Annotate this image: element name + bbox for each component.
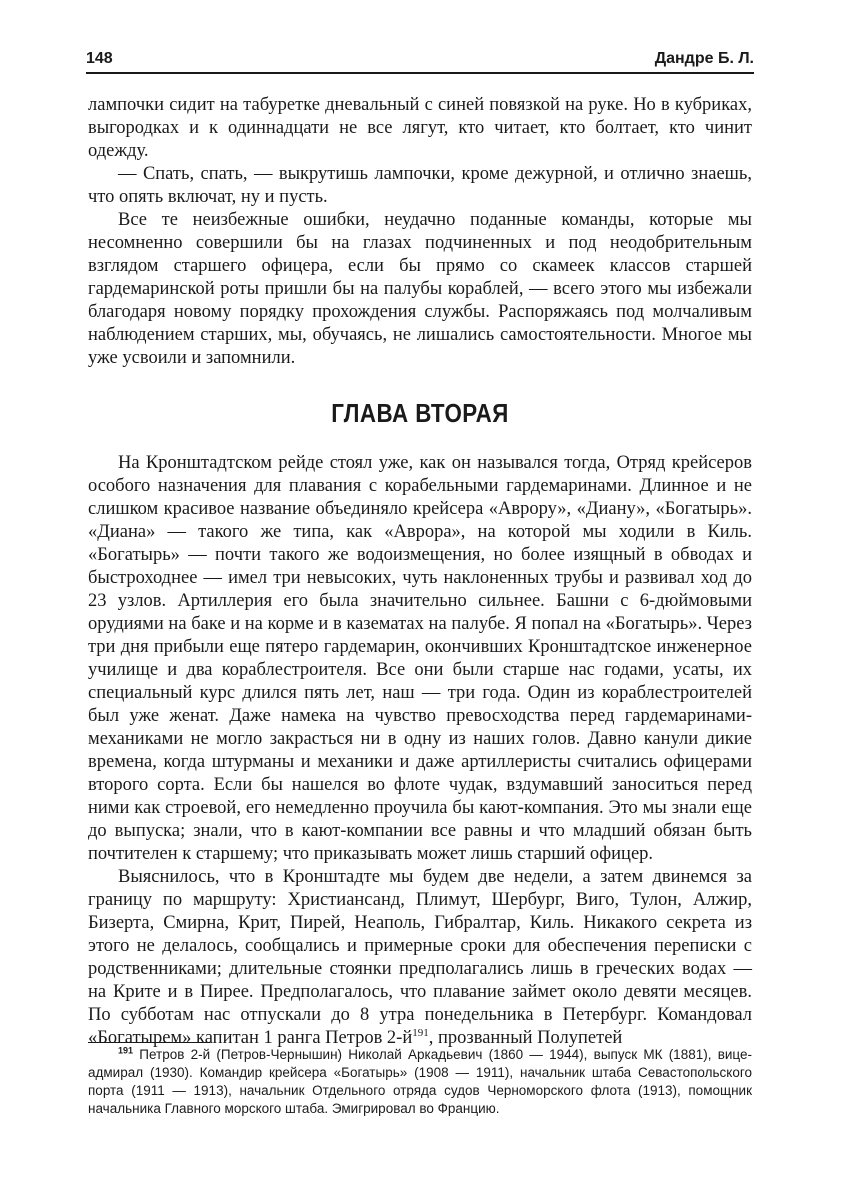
paragraph: Все те неизбежные ошибки, неудачно поданные команды, которые мы несомненно совершили бы на глазах подчиненных и под неодобрительным взглядом старшего офицера, если бы прямо со скамеек классов старшей гардемаринской роты пришли бы на палубы кораблей, — всего этого мы избежали благодаря новому порядку прохождения службы. Распоряжаясь под молчаливым наблюдением старших, мы, обучаясь, не лишались самостоятельности. Многое мы уже усвоили и запомнили. xyxy=(88,210,752,368)
paragraph-tail: , прозванный Полупетей xyxy=(428,1028,623,1048)
paragraph: На Кронштадтском рейде стоял уже, как он назывался тогда, Отряд крейсеров особого назначения для плавания с корабельными гардемаринами. Длинное и не слишком красивое название объединяло крейсера «Аврору», «Диану», «Богатырь». «Диана» — такого же типа, как «Аврора», на которой мы ходили в Киль. «Богатырь» — почти такого же водоизмещения, но более изящный в обводах и быстроходнее — имел три невысоких, чуть наклоненных трубы и развивал ход до 23 узлов. Артиллерия его была значительно сильнее. Башни с 6-дюймовыми орудиями на баке и на корме и в казематах на палубе. Я попал на «Богатырь». Через три дня прибыли еще пятеро гардемарин, окончивших Кронштадтское инженерное училище и два кораблестроителя. Все они были старше нас годами, усаты, их специальный курс длился пять лет, наш — три года. Один из кораблестроителей был уже женат. Даже намека на чувство превосходства перед гардемаринами-механиками не могло закрасться ни в одну из наших голов. Давно канули дикие времена, когда штурманы и механики и даже артиллеристы считались офицерами второго сорта. Если бы нашелся во флоте чудак, вздумавший заноситься перед ними как строевой, его немедленно проучила бы кают-компания. Это мы знали еще до выпуска; знали, что в кают-компании все равны и что младший обязан быть почтителен к старшему; что приказывать может лишь старший офицер. xyxy=(88,453,752,864)
paragraph: лампочки сидит на табуретке дневальный с синей повязкой на руке. Но в кубриках, выгородках и к одиннадцати не все лягут, кто читает, кто болтает, кто чинит одежду. xyxy=(88,95,752,161)
chapter-title: ГЛАВА ВТОРАЯ xyxy=(331,398,509,428)
text-block-top xyxy=(88,94,752,370)
footnote-divider xyxy=(88,1042,210,1043)
page-number: 148 xyxy=(86,50,113,67)
text-block-main xyxy=(88,452,752,1050)
paragraph-with-footnote-ref xyxy=(88,866,752,1050)
footnote-reference[interactable]: 191 xyxy=(412,1026,429,1039)
running-head xyxy=(86,48,754,74)
footnote-number: 191 xyxy=(118,1045,134,1056)
footnote-text: Петров 2-й (Петров-Чернышин) Николай Аркадьевич (1860 — 1944), выпуск МК (1881), вице-адмирал (1930). Командир крейсера «Богатырь» (1908 — 1911), начальник штаба Севастопольского порта (1911 — 1913), начальник Отдельного отряда судов Черноморского флота (1913), помощник начальника Главного морского штаба. Эмигрировал во Францию. xyxy=(88,1047,752,1116)
running-head-author: Дандре Б. Л. xyxy=(654,50,754,67)
paragraph-text: Выяснилось, что в Кронштадте мы будем две недели, а затем двинемся за границу по маршруту: Христиансанд, Плимут, Шербург, Виго, Тулон, Алжир, Бизерта, Смирна, Крит, Пирей, Неаполь, Гибралтар, Киль. Никакого секрета из этого не делалось, сообщались и примерные сроки для обеспечения переписки с родственниками; длительные стоянки предполагались лишь в греческих водах — на Крите и в Пирее. Предполагалось, что плавание займет около девяти месяцев. По субботам нас отпускали до 8 утра понедельника в Петербург. Командовал «Богатырем» капитан 1 ранга Петров 2-й xyxy=(88,867,752,1048)
paragraph: — Спать, спать, — выкрутишь лампочки, кроме дежурной, и отлично знаешь, что опять включат, ну и пусть. xyxy=(88,164,752,207)
footnote xyxy=(88,1046,752,1118)
